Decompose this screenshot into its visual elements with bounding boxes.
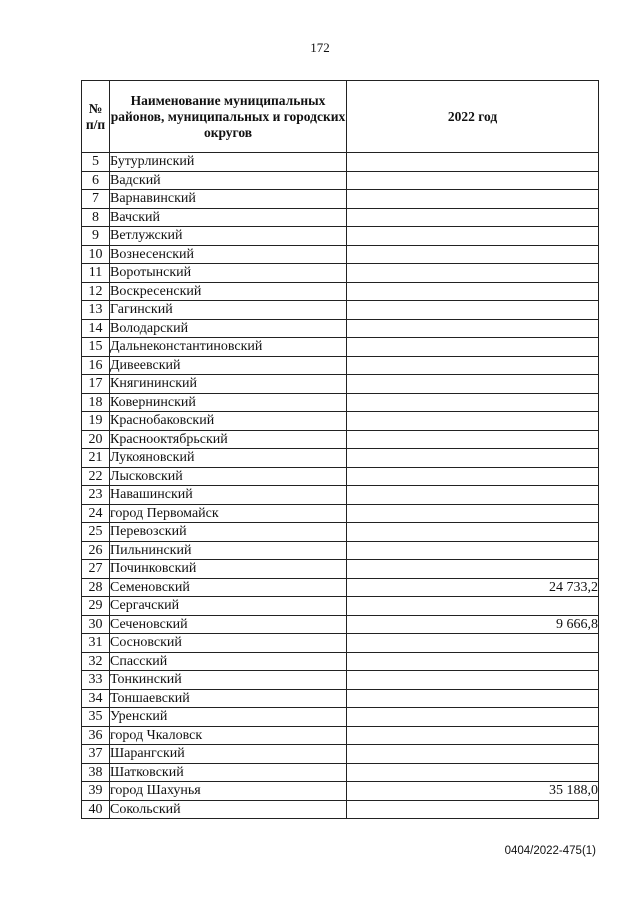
table-row [82, 615, 599, 634]
row-name: Тонкинский [110, 671, 347, 690]
row-value [347, 467, 599, 486]
row-number: 18 [82, 393, 110, 412]
row-value [347, 449, 599, 468]
table-row [82, 449, 599, 468]
table-row [82, 708, 599, 727]
row-value [347, 338, 599, 357]
row-name: Варнавинский [110, 190, 347, 209]
row-value [347, 800, 599, 819]
row-value [347, 264, 599, 283]
row-number: 24 [82, 504, 110, 523]
document-code: 0404/2022-475(1) [504, 845, 596, 857]
row-number: 14 [82, 319, 110, 338]
row-number: 26 [82, 541, 110, 560]
table-row [82, 412, 599, 431]
row-number: 30 [82, 615, 110, 634]
table-row [82, 652, 599, 671]
row-name: Сосновский [110, 634, 347, 653]
page-number: 172 [310, 40, 330, 55]
table-row [82, 153, 599, 172]
row-name: Ветлужский [110, 227, 347, 246]
table-row [82, 208, 599, 227]
table-row [82, 338, 599, 357]
row-value [347, 652, 599, 671]
row-name: Володарский [110, 319, 347, 338]
row-value [347, 356, 599, 375]
row-name: Лукояновский [110, 449, 347, 468]
row-number: 8 [82, 208, 110, 227]
table-row [82, 282, 599, 301]
table-row [82, 523, 599, 542]
row-number: 38 [82, 763, 110, 782]
table-row [82, 671, 599, 690]
row-number: 32 [82, 652, 110, 671]
row-number: 19 [82, 412, 110, 431]
table-row [82, 245, 599, 264]
row-value [347, 190, 599, 209]
row-value [347, 504, 599, 523]
row-value [347, 227, 599, 246]
row-value [347, 282, 599, 301]
row-number: 17 [82, 375, 110, 394]
row-number: 33 [82, 671, 110, 690]
table-row [82, 763, 599, 782]
row-value [347, 171, 599, 190]
row-name: Сергачский [110, 597, 347, 616]
table-row [82, 430, 599, 449]
table-row [82, 393, 599, 412]
row-number: 12 [82, 282, 110, 301]
row-number: 21 [82, 449, 110, 468]
table-row [82, 486, 599, 505]
row-value [347, 153, 599, 172]
row-name: Краснобаковский [110, 412, 347, 431]
row-number: 40 [82, 800, 110, 819]
row-name: Дальнеконстантиновский [110, 338, 347, 357]
row-number: 25 [82, 523, 110, 542]
table-row [82, 356, 599, 375]
row-value [347, 634, 599, 653]
table-row [82, 782, 599, 801]
row-name: Тоншаевский [110, 689, 347, 708]
row-number: 27 [82, 560, 110, 579]
row-name: Воскресенский [110, 282, 347, 301]
row-value [347, 245, 599, 264]
row-name: Починковский [110, 560, 347, 579]
row-name: Сокольский [110, 800, 347, 819]
row-name: Шарангский [110, 745, 347, 764]
row-number: 10 [82, 245, 110, 264]
row-name: Ковернинский [110, 393, 347, 412]
row-name: город Первомайск [110, 504, 347, 523]
row-value [347, 208, 599, 227]
row-number: 9 [82, 227, 110, 246]
row-value [347, 689, 599, 708]
row-value [347, 671, 599, 690]
row-value [347, 541, 599, 560]
row-number: 36 [82, 726, 110, 745]
row-name: Пильнинский [110, 541, 347, 560]
row-name: Сеченовский [110, 615, 347, 634]
row-name: Вачский [110, 208, 347, 227]
row-name: Княгининский [110, 375, 347, 394]
row-value [347, 375, 599, 394]
row-number: 28 [82, 578, 110, 597]
table-row [82, 301, 599, 320]
row-name: Гагинский [110, 301, 347, 320]
table-row [82, 467, 599, 486]
row-name: Спасский [110, 652, 347, 671]
row-name: Уренский [110, 708, 347, 727]
row-value [347, 319, 599, 338]
row-name: Воротынский [110, 264, 347, 283]
row-number: 13 [82, 301, 110, 320]
table-row [82, 597, 599, 616]
row-number: 16 [82, 356, 110, 375]
row-number: 29 [82, 597, 110, 616]
row-number: 7 [82, 190, 110, 209]
row-value: 24 733,2 [347, 578, 599, 597]
table-header-row [82, 81, 599, 153]
row-value [347, 745, 599, 764]
table-row [82, 375, 599, 394]
table-row [82, 504, 599, 523]
row-name: Лысковский [110, 467, 347, 486]
row-value [347, 430, 599, 449]
row-name: город Шахунья [110, 782, 347, 801]
table-row [82, 171, 599, 190]
row-name: Вадский [110, 171, 347, 190]
table-row [82, 800, 599, 819]
table-row [82, 726, 599, 745]
table-row [82, 319, 599, 338]
header-name: Наименование муниципальных районов, муниципальных и городских округов [110, 81, 347, 153]
table-row [82, 227, 599, 246]
row-name: Семеновский [110, 578, 347, 597]
table-row [82, 689, 599, 708]
row-value: 9 666,8 [347, 615, 599, 634]
row-number: 20 [82, 430, 110, 449]
header-year: 2022 год [347, 81, 599, 153]
row-number: 15 [82, 338, 110, 357]
row-number: 35 [82, 708, 110, 727]
row-number: 31 [82, 634, 110, 653]
row-name: город Чкаловск [110, 726, 347, 745]
row-value [347, 301, 599, 320]
row-name: Шатковский [110, 763, 347, 782]
row-value [347, 523, 599, 542]
data-table [81, 80, 599, 819]
row-number: 34 [82, 689, 110, 708]
row-value [347, 708, 599, 727]
table-row [82, 541, 599, 560]
row-number: 11 [82, 264, 110, 283]
header-num: № п/п [82, 81, 110, 153]
table-row [82, 264, 599, 283]
row-number: 22 [82, 467, 110, 486]
row-name: Вознесенский [110, 245, 347, 264]
row-value [347, 726, 599, 745]
row-number: 5 [82, 153, 110, 172]
row-name: Краснооктябрьский [110, 430, 347, 449]
row-value [347, 597, 599, 616]
row-value [347, 560, 599, 579]
row-value [347, 486, 599, 505]
table-row [82, 190, 599, 209]
row-value [347, 412, 599, 431]
table-row [82, 745, 599, 764]
row-name: Бутурлинский [110, 153, 347, 172]
table-row [82, 578, 599, 597]
row-number: 39 [82, 782, 110, 801]
table-body [82, 153, 599, 819]
row-number: 37 [82, 745, 110, 764]
row-value [347, 393, 599, 412]
table-row [82, 560, 599, 579]
row-name: Дивеевский [110, 356, 347, 375]
row-name: Перевозский [110, 523, 347, 542]
row-number: 6 [82, 171, 110, 190]
row-value [347, 763, 599, 782]
row-name: Навашинский [110, 486, 347, 505]
table-row [82, 634, 599, 653]
row-value: 35 188,0 [347, 782, 599, 801]
row-number: 23 [82, 486, 110, 505]
